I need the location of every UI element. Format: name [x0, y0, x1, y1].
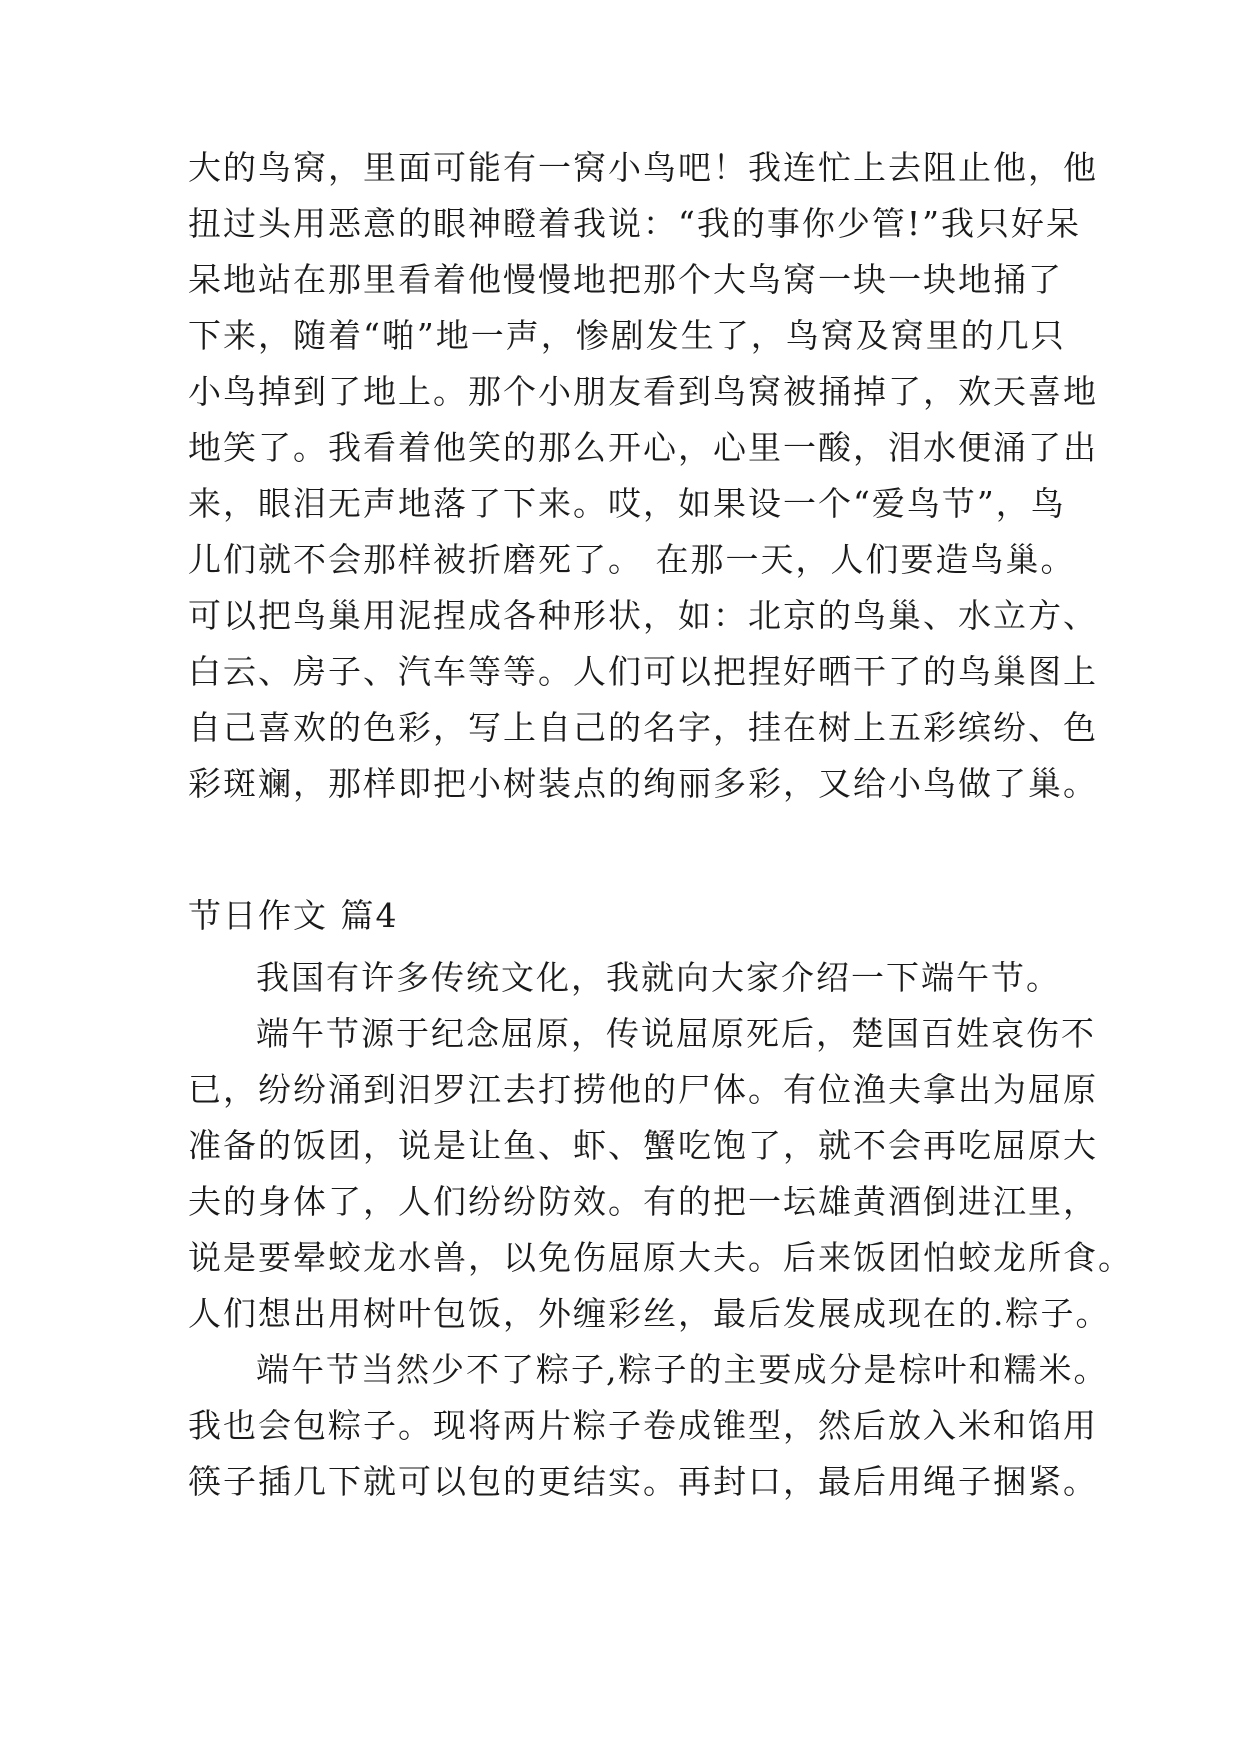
paragraph-line: 儿们就不会那样被折磨死了。 在那一天，人们要造鸟巢。: [188, 540, 1076, 579]
paragraph-line: 下来，随着“啪”地一声，惨剧发生了，鸟窝及窝里的几只: [188, 316, 1066, 355]
paragraph-line: 自己喜欢的色彩，写上自己的名字，挂在树上五彩缤纷、色: [188, 708, 1098, 747]
section-heading: 节日作文 篇4: [188, 896, 399, 935]
paragraph-line: 人们想出用树叶包饭，外缠彩丝，最后发展成现在的.粽子。: [188, 1294, 1111, 1333]
paragraph-line: 地笑了。我看着他笑的那么开心，心里一酸，泪水便涌了出: [188, 428, 1098, 467]
paragraph-line: 彩斑斓，那样即把小树装点的绚丽多彩，又给小鸟做了巢。: [188, 764, 1098, 803]
paragraph-line: 呆地站在那里看着他慢慢地把那个大鸟窝一块一块地捅了: [188, 260, 1063, 299]
paragraph-line: 大的鸟窝，里面可能有一窝小鸟吧！我连忙上去阻止他，他: [188, 148, 1098, 187]
paragraph-line: 已，纷纷涌到汨罗江去打捞他的尸体。有位渔夫拿出为屈原: [188, 1070, 1098, 1109]
paragraph-line: 白云、房子、汽车等等。人们可以把捏好晒干了的鸟巢图上: [188, 652, 1098, 691]
paragraph-line: 可以把鸟巢用泥捏成各种形状，如：北京的鸟巢、水立方、: [188, 596, 1098, 635]
paragraph-line: 筷子插几下就可以包的更结实。再封口，最后用绳子捆紧。: [188, 1462, 1098, 1501]
paragraph-line: 准备的饭团，说是让鱼、虾、蟹吃饱了，就不会再吃屈原大: [188, 1126, 1098, 1165]
paragraph-line: 夫的身体了，人们纷纷防效。有的把一坛雄黄酒倒进江里，: [188, 1182, 1098, 1221]
paragraph-line: 端午节当然少不了粽子,粽子的主要成分是棕叶和糯米。: [256, 1350, 1109, 1389]
paragraph-line: 我也会包粽子。现将两片粽子卷成锥型，然后放入米和馅用: [188, 1406, 1098, 1445]
paragraph-line: 小鸟掉到了地上。那个小朋友看到鸟窝被捅掉了，欢天喜地: [188, 372, 1098, 411]
paragraph-line: 说是要晕蛟龙水兽，以免伤屈原大夫。后来饭团怕蛟龙所食。: [188, 1238, 1133, 1277]
paragraph-line: 端午节源于纪念屈原，传说屈原死后，楚国百姓哀伤不: [256, 1014, 1096, 1053]
paragraph-line: 扭过头用恶意的眼神瞪着我说：“我的事你少管!”我只好呆: [188, 204, 1082, 243]
paragraph-line: 来，眼泪无声地落了下来。哎，如果设一个“爱鸟节”，鸟: [188, 484, 1066, 523]
paragraph-line: 我国有许多传统文化，我就向大家介绍一下端午节。: [256, 958, 1061, 997]
